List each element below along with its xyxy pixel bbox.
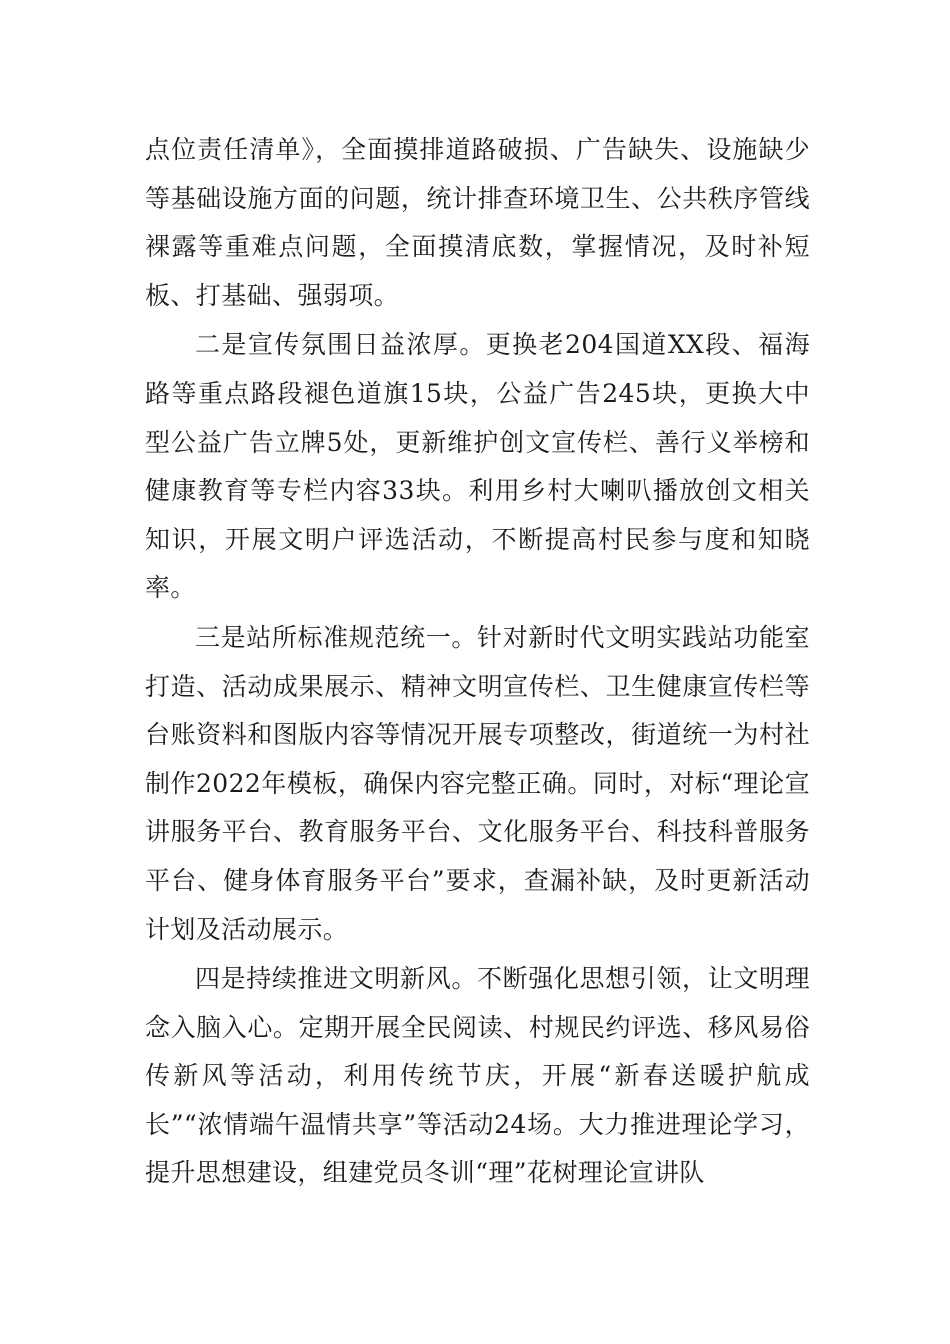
paragraph-continuation: 点位责任清单》，全面摸排道路破损、广告缺失、设施缺少等基础设施方面的问题，统计排查环境卫生、公共秩序管线裸露等重难点问题，全面摸清底数，掌握情况，及时补短板、打基础、强弱项。 (145, 135, 810, 310)
document-page (145, 126, 810, 1198)
paragraph-civilized-customs: 四是持续推进文明新风。不断强化思想引领，让文明理念入脑入心。定期开展全民阅读、村规民约评选、移风易俗传新风等活动，利用传统节庆，开展“新春送暖护航成长”“浓情端午温情共享”等活动24场。大力推进理论学习，提升思想建设，组建党员冬训“理”花树理论宣讲队 (145, 964, 810, 1188)
paragraph-publicity-atmosphere: 二是宣传氛围日益浓厚。更换老204国道XX段、福海路等重点路段褪色道旗15块，公益广告245块，更换大中型公益广告立牌5处，更新维护创文宣传栏、善行义举榜和健康教育等专栏内容33块。利用乡村大喇叭播放创文相关知识，开展文明户评选活动，不断提高村民参与度和知晓率。 (145, 330, 810, 603)
paragraph-station-standards: 三是站所标准规范统一。针对新时代文明实践站功能室打造、活动成果展示、精神文明宣传栏、卫生健康宣传栏等台账资料和图版内容等情况开展专项整改，街道统一为村社制作2022年模板，确保内容完整正确。同时，对标“理论宣讲服务平台、教育服务平台、文化服务平台、科技科普服务平台、健身体育服务平台”要求，查漏补缺，及时更新活动计划及活动展示。 (145, 622, 810, 944)
